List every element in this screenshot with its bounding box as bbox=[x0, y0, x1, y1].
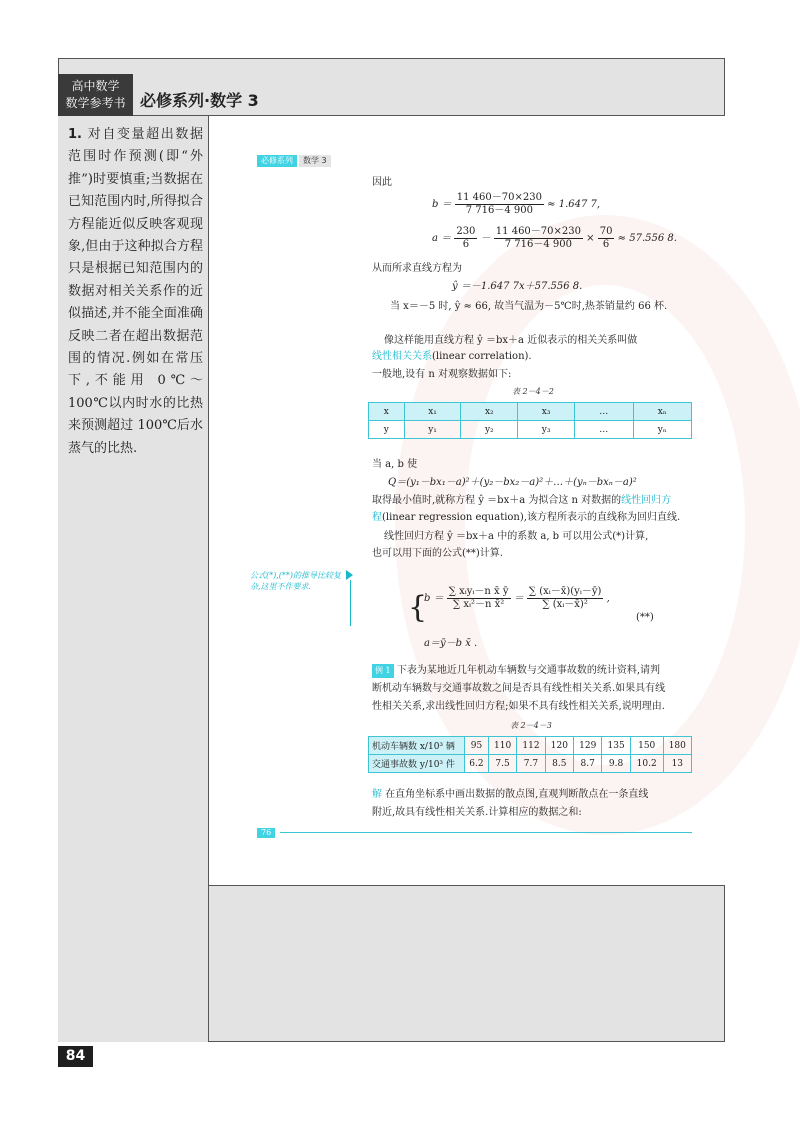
paragraph-coefficients-1: 线性回归方程 ŷ ＝bx＋a 中的系数 a, b 可以用公式(*)计算, bbox=[384, 531, 649, 542]
frac-num: 11 460－70×230 bbox=[456, 192, 542, 203]
formula-fraction-2 bbox=[527, 586, 604, 611]
regression-text: 取得最小值时,就称方程 ŷ ＝bx＋a 为拟合这 n 对数据的 bbox=[372, 495, 622, 506]
data-table-2 bbox=[368, 736, 692, 773]
table-cell: 129 bbox=[574, 737, 602, 755]
side-note-number: 1. bbox=[68, 127, 82, 142]
table-cell: xₙ bbox=[633, 403, 691, 421]
table-cell: y₁ bbox=[404, 421, 461, 439]
fraction bbox=[454, 226, 477, 251]
frac-num: ∑ xᵢyᵢ－n x̄ ȳ bbox=[448, 586, 509, 597]
table-cell: 7.7 bbox=[517, 755, 545, 773]
when-ab-text: 当 a, b 使 bbox=[372, 459, 418, 470]
equation-b bbox=[432, 192, 600, 217]
table-cell: x bbox=[369, 403, 405, 421]
term-linear-correlation: 线性相关关系 bbox=[372, 351, 432, 362]
formula-comma: , bbox=[606, 593, 610, 604]
table-cell: 135 bbox=[602, 737, 630, 755]
frac-num: ∑ (xᵢ－x̄)(yᵢ－ȳ) bbox=[528, 586, 602, 597]
eq-a-value: ≈ 57.556 8. bbox=[617, 233, 677, 244]
paragraph-definition-1: 像这样能用直线方程 ŷ ＝bx＋a 近似表示的相关关系叫做 bbox=[384, 335, 638, 346]
table-cell: 112 bbox=[517, 737, 545, 755]
table-cell: 6.2 bbox=[465, 755, 489, 773]
side-note bbox=[68, 124, 203, 460]
formula-b-lhs: b ＝ bbox=[424, 593, 444, 604]
table-cell: x₃ bbox=[518, 403, 575, 421]
table-cell: 180 bbox=[663, 737, 691, 755]
table-row-x bbox=[369, 403, 692, 421]
table-cell: 120 bbox=[545, 737, 573, 755]
fraction bbox=[598, 226, 615, 251]
page-tag bbox=[257, 155, 331, 167]
table-cell: y₃ bbox=[518, 421, 575, 439]
eq-a-lhs: a ＝ bbox=[432, 233, 452, 244]
table-row-label: 交通事故数 y/10³ 件 bbox=[369, 755, 465, 773]
table-cell: x₁ bbox=[404, 403, 461, 421]
table-cell: 7.5 bbox=[488, 755, 516, 773]
formula-fraction-1 bbox=[447, 586, 511, 611]
minus-sign: － bbox=[480, 233, 491, 244]
prediction-text: 当 x＝－5 时, ŷ ≈ 66, 故当气温为－5℃时,热茶销量约 66 杯. bbox=[390, 301, 668, 312]
example-line-1 bbox=[372, 664, 660, 678]
table-cell: 95 bbox=[465, 737, 489, 755]
table-row-vehicles bbox=[369, 737, 692, 755]
solution-tag: 解 bbox=[372, 789, 382, 800]
term-regression-end: 程 bbox=[372, 512, 382, 523]
table-cell: y₂ bbox=[461, 421, 518, 439]
solution-line-1 bbox=[372, 788, 648, 802]
scan-footer-line bbox=[280, 832, 692, 833]
series-line2: 数学参考书 bbox=[65, 96, 126, 110]
table2-caption: 表 2－4－3 bbox=[510, 721, 552, 730]
frac-num: 230 bbox=[456, 226, 476, 237]
table-cell: 9.8 bbox=[602, 755, 630, 773]
scan-page-number: 76 bbox=[257, 828, 275, 838]
frac-num: 70 bbox=[599, 226, 613, 237]
table-cell: … bbox=[575, 403, 634, 421]
paragraph-regression-2 bbox=[372, 511, 680, 525]
eq-b-value: ≈ 1.647 7, bbox=[547, 199, 601, 210]
frac-den: ∑ xᵢ²－n x̄² bbox=[453, 599, 505, 610]
table-cell: 8.7 bbox=[574, 755, 602, 773]
series-line1: 高中数学 bbox=[71, 79, 120, 93]
table-cell: x₂ bbox=[461, 403, 518, 421]
table-row-label: 机动车辆数 x/10³ 辆 bbox=[369, 737, 465, 755]
frac-den: 7 716－4 900 bbox=[504, 239, 573, 250]
therefore-text: 因此 bbox=[372, 177, 392, 188]
page-number: 84 bbox=[58, 1046, 93, 1067]
solution-text: 在直角坐标系中画出数据的散点图,直观判断散点在一条直线 bbox=[385, 789, 649, 800]
table-cell: yₙ bbox=[633, 421, 691, 439]
table-cell: 8.5 bbox=[545, 755, 573, 773]
formula-label: (**) bbox=[636, 612, 654, 623]
page-tag-book: 数学 3 bbox=[299, 155, 331, 167]
side-note-text: 对自变量超出数据范围时作预测(即“外推”)时要慎重;当数据在已知范围内时,所得拟合方程能近似反映客观现象,但由于这种拟合方程只是根据已知范围内的数据对相关关系作的近似描述,并不能全面准确反映二者在超出数据范围的情况.例如在常压下,不能用 0℃～100℃以内时水的比热来预测超过 100℃后水蒸气的比热. bbox=[68, 127, 203, 456]
formula-brace: { bbox=[408, 590, 428, 625]
frac-num: 11 460－70×230 bbox=[495, 226, 581, 237]
table-row-y bbox=[369, 421, 692, 439]
frac-den: ∑ (xᵢ－x̄)² bbox=[542, 599, 588, 610]
page-tag-series: 必修系列 bbox=[257, 155, 297, 167]
table-cell: 150 bbox=[630, 737, 663, 755]
term-english: (linear correlation). bbox=[432, 351, 532, 362]
table-cell: 10.2 bbox=[630, 755, 663, 773]
line-equation: ŷ ＝－1.647 7x＋57.556 8. bbox=[452, 281, 583, 292]
example-tag: 例 1 bbox=[372, 664, 394, 678]
frac-den: 6 bbox=[602, 239, 610, 250]
margin-note: 公式(*),(**)的推导比较复杂,这里不作要求. bbox=[250, 571, 342, 591]
equation-a bbox=[432, 226, 677, 251]
formula-equals: ＝ bbox=[513, 593, 524, 604]
table-cell: y bbox=[369, 421, 405, 439]
paragraph-regression-1 bbox=[372, 494, 671, 508]
example-line-3: 性相关关系,求出线性回归方程;如果不具有线性相关关系,说明理由. bbox=[372, 701, 665, 712]
formula-b bbox=[424, 586, 610, 611]
table-cell: 110 bbox=[488, 737, 516, 755]
line-intro: 从而所求直线方程为 bbox=[372, 263, 462, 274]
paragraph-definition-2 bbox=[372, 350, 532, 364]
paragraph-coefficients-2: 也可以用下面的公式(**)计算. bbox=[372, 548, 503, 559]
book-title: 必修系列·数学 3 bbox=[140, 91, 259, 110]
eq-b-lhs: b ＝ bbox=[432, 199, 452, 210]
frac-den: 6 bbox=[462, 239, 470, 250]
frac-den: 7 716－4 900 bbox=[465, 205, 533, 216]
term-regression: 线性回归方 bbox=[621, 495, 672, 506]
times-sign: × bbox=[586, 233, 595, 244]
fraction bbox=[494, 226, 583, 251]
q-equation: Q＝(y₁－bx₁－a)²＋(y₂－bx₂－a)²＋…＋(yₙ－bxₙ－a)² bbox=[388, 477, 637, 488]
table-cell: 13 bbox=[663, 755, 691, 773]
fraction-b bbox=[455, 192, 544, 217]
solution-line-2: 附近,故具有线性相关关系.计算相应的数据之和: bbox=[372, 807, 582, 818]
formula-a: a＝ȳ－b x̄ . bbox=[424, 638, 478, 649]
table-row-accidents bbox=[369, 755, 692, 773]
series-label bbox=[58, 74, 133, 116]
data-table-1 bbox=[368, 402, 692, 439]
regression-english: (linear regression equation),该方程所表示的直线称为回归直线. bbox=[382, 512, 681, 523]
table1-caption: 表 2－4－2 bbox=[512, 387, 554, 396]
example-text: 下表为某地近几年机动车辆数与交通事故数的统计资料,请判 bbox=[396, 665, 661, 676]
paragraph-data: 一般地,设有 n 对观察数据如下: bbox=[372, 369, 512, 380]
table-cell: … bbox=[575, 421, 634, 439]
example-line-2: 断机动车辆数与交通事故数之间是否具有线性相关关系.如果具有线 bbox=[372, 683, 666, 694]
